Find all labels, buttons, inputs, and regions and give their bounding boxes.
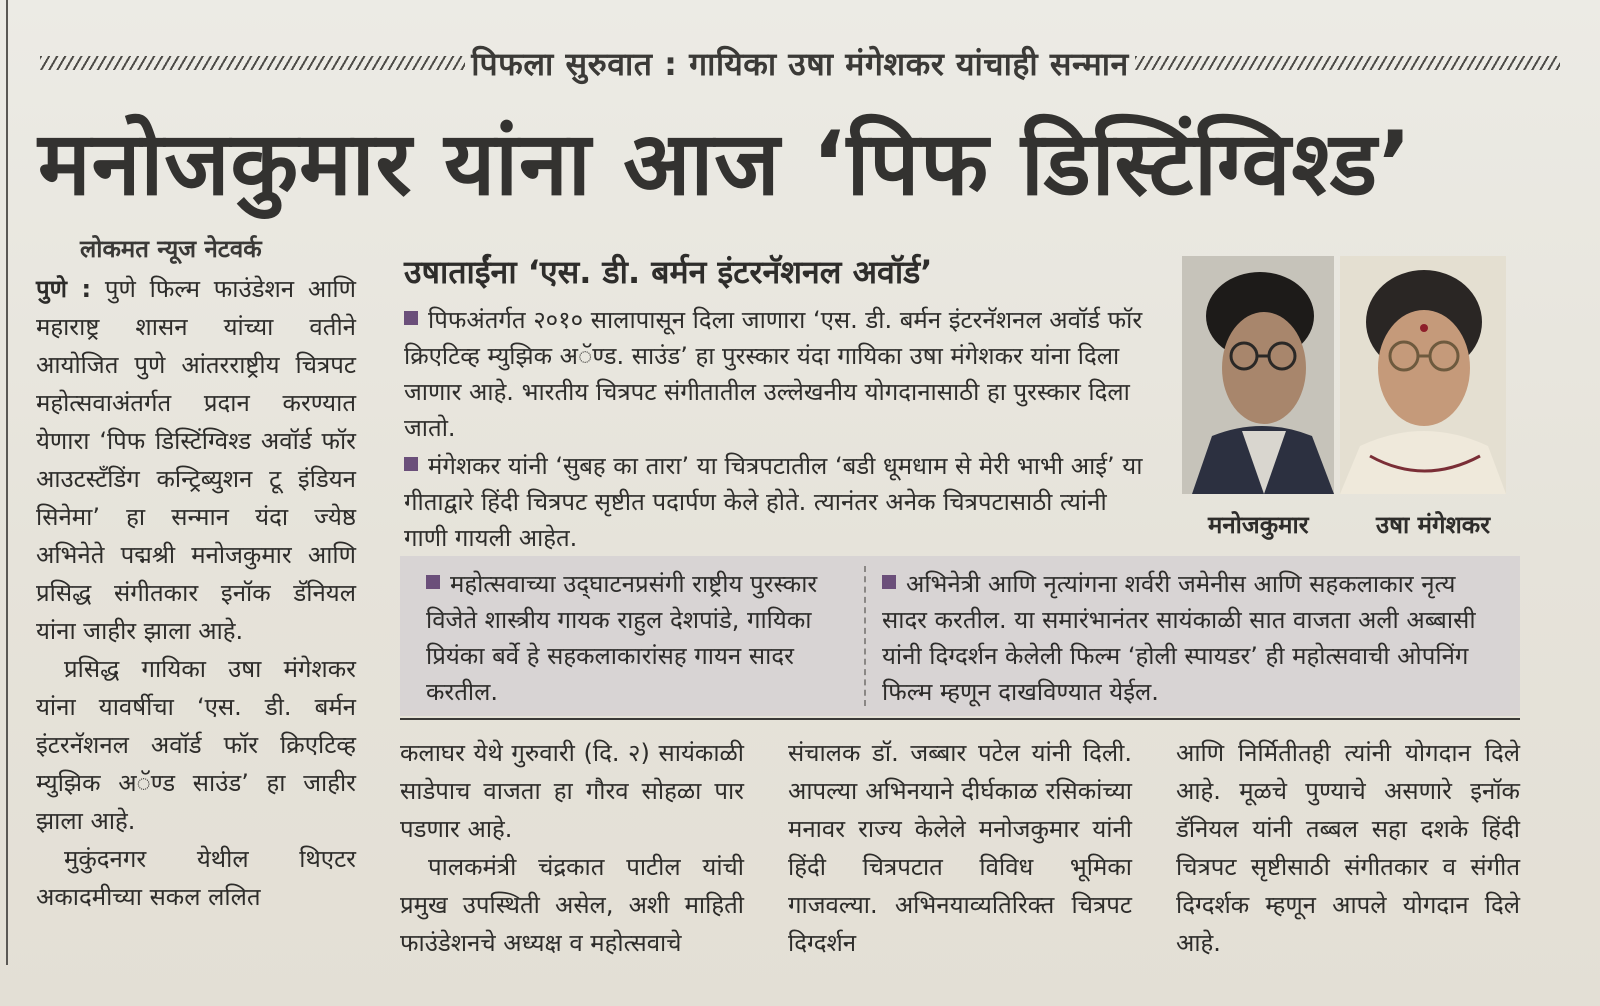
- column-2: [400, 734, 744, 962]
- box-divider: [864, 566, 866, 706]
- bullet-item: [404, 448, 1144, 556]
- kicker-text: पिफला सुरुवात : गायिका उषा मंगेशकर यांचाही सन्मान: [471, 44, 1129, 83]
- box-bullet-text: अभिनेत्री आणि नृत्यांगना शर्वरी जमेनीस आणि सहकलाकार नृत्य सादर करतील. या समारंभानंतर सायंकाळी सात वाजता अली अब्बासी यांनी दिग्दर्शन केलेली फिल्म ‘होली स्पायडर’ ही महोत्सवाची ओपनिंग फिल्म म्हणून दाखविण्यात येईल.: [882, 570, 1476, 706]
- square-bullet-icon: [404, 457, 418, 471]
- photo-caption-right: उषा मंगेशकर: [1376, 511, 1491, 539]
- left-para-2: प्रसिद्ध गायिका उषा मंगेशकर यांना यावर्षीचा ‘एस. डी. बर्मन इंटरनॅशनल अवॉर्ड फॉर क्रिएटिव्ह म्युझिक अॅण्ड साउंड’ हा जाहीर झाला आहे.: [36, 655, 356, 835]
- bullet-text: मंगेशकर यांनी ‘सुबह का तारा’ या चित्रपटातील ‘बडी धूमधाम से मेरी भाभी आई’ या गीताद्वारे हिंदी चित्रपट सृष्टीत पदार्पण केले होते. त्यानंतर अनेक चित्रपटासाठी त्यांनी गाणी गायली आहेत.: [404, 452, 1143, 552]
- dateline-place: पुणे :: [36, 275, 92, 303]
- column-4: [1176, 734, 1520, 962]
- column-3: [788, 734, 1132, 962]
- page-headline: मनोजकुमार यांना आज ‘पिफ डिस्टिंग्विश्ड’: [38, 112, 1413, 215]
- kicker-line: [40, 38, 1560, 88]
- square-bullet-icon: [404, 311, 418, 325]
- left-column: [36, 270, 356, 916]
- sub-headline: उषाताईंना ‘एस. डी. बर्मन इंटरनॅशनल अवॉर्ड’: [404, 253, 933, 291]
- bullet-text: पिफअंतर्गत २०१० सालापासून दिला जाणारा ‘एस. डी. बर्मन इंटरनॅशनल अवॉर्ड फॉर क्रिएटिव्ह म्युझिक अॅण्ड. साउंड’ हा पुरस्कार यंदा गायिका उषा मंगेशकर यांना दिला जाणार आहे. भारतीय चित्रपट संगीतातील उल्लेखनीय योगदानासाठी हा पुरस्कार दिला जातो.: [404, 306, 1143, 442]
- column-rule: [6, 0, 8, 965]
- usha-mangeshkar-photo: [1340, 256, 1506, 494]
- col3-para-1: संचालक डॉ. जब्बार पटेल यांनी दिली. आपल्या अभिनयाने दीर्घकाळ रसिकांच्या मनावर राज्य केलेले मनोजकुमार यांनी हिंदी चित्रपटात विविध भूमिका गाजवल्या. अभिनयाव्यतिरिक्त चित्रपट दिग्दर्शन: [788, 739, 1132, 957]
- section-rule: [400, 718, 1520, 720]
- left-para-3: मुकुंदनगर येथील थिएटर अकादमीच्या सकल ललित: [36, 845, 356, 911]
- left-para-1: [36, 270, 356, 650]
- box-bullet-item: [882, 566, 1502, 710]
- photo-caption-left: मनोजकुमार: [1208, 511, 1309, 539]
- square-bullet-icon: [426, 575, 440, 589]
- box-bullet-text: महोत्सवाच्या उद्‌घाटनप्रसंगी राष्ट्रीय पुरस्कार विजेते शास्त्रीय गायक राहुल देशपांडे, गायिका प्रियंका बर्वे हे सहकलाकारांसह गायन सादर करतील.: [426, 570, 818, 706]
- left-para-1-text: पुणे फिल्म फाउंडेशन आणि महाराष्ट्र शासन यांच्या वतीने आयोजित पुणे आंतरराष्ट्रीय चित्रपट महोत्सवाअंतर्गत प्रदान करण्यात येणारा ‘पिफ डिस्टिंग्विश्ड अवॉर्ड फॉर आउटस्टॅंडिंग कन्ट्रिब्युशन टू इंडियन सिनेमा’ हा सन्मान यंदा ज्येष्ठ अभिनेते पद्मश्री मनोजकुमार आणि प्रसिद्ध संगीतकार इनॉक डॅनियल यांना जाहीर झाला आहे.: [36, 275, 356, 645]
- bullet-item: [404, 302, 1144, 446]
- col2-para-2: पालकमंत्री चंद्रकात पाटील यांची प्रमुख उपस्थिती असेल, अशी माहिती फाउंडेशनचे अध्यक्ष व महोत्सवाचे: [400, 853, 744, 957]
- byline: लोकमत न्यूज नेटवर्क: [80, 235, 262, 263]
- square-bullet-icon: [882, 575, 896, 589]
- hatch-decoration-right: [1135, 56, 1560, 70]
- col2-para-1: कलाघर येथे गुरुवारी (दि. २) सायंकाळी साडेपाच वाजता हा गौरव सोहळा पार पडणार आहे.: [400, 739, 744, 843]
- hatch-decoration-left: [40, 56, 465, 70]
- portrait-woman-icon: [1340, 256, 1506, 494]
- col4-para-1: आणि निर्मितीतही त्यांनी योगदान दिले आहे. मूळचे पुण्याचे असणारे इनॉक डॅनियल यांनी तब्बल सहा दशके हिंदी चित्रपट सृष्टीसाठी संगीतकार व संगीत दिग्दर्शक म्हणून आपले योगदान दिले आहे.: [1176, 739, 1520, 957]
- box-bullet-item: [426, 566, 846, 710]
- manojkumar-photo: [1182, 256, 1334, 494]
- portrait-man-icon: [1182, 256, 1334, 494]
